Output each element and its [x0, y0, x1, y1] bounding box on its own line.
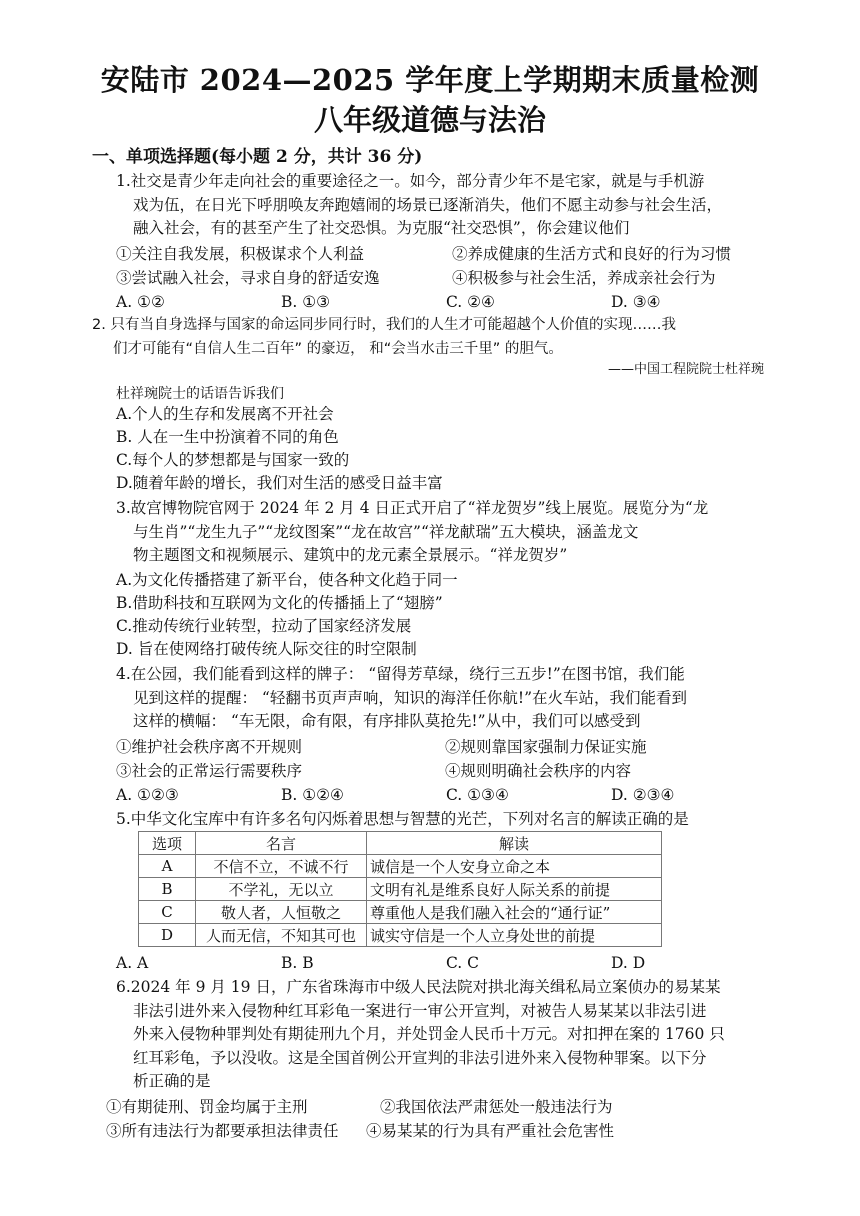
statement-item: ③尝试融入社会，寻求自身的舒适安逸 — [116, 269, 380, 287]
choice-a: A. A — [116, 954, 149, 972]
choice-a: A.为文化传播搭建了新平台，使各种文化趋于同一 — [116, 571, 458, 589]
table-row — [139, 924, 662, 947]
question-2-stem — [92, 313, 774, 361]
choice-d: D. 旨在使网络打破传统人际交往的时空限制 — [116, 640, 417, 658]
answer-choices — [116, 784, 776, 807]
table-header-cell: 名言 — [196, 832, 367, 855]
text-line: 1.社交是青少年走向社会的重要途径之一。如今，部分青少年不是宅家，就是与手机游 — [116, 172, 705, 190]
table-cell: 不信不立，不诚不行 — [196, 855, 367, 878]
choice-c: C. C — [446, 954, 480, 972]
choice-b: B. 人在一生中扮演着不同的角色 — [116, 428, 339, 446]
table-cell: 人而无信，不知其可也 — [196, 924, 367, 947]
statement-item: ①维护社会秩序离不开规则 — [116, 738, 303, 756]
statement-item: ③社会的正常运行需要秩序 — [116, 762, 303, 780]
table-cell: B — [139, 878, 196, 901]
choice-d: D. ②③④ — [611, 786, 675, 804]
statement-item: ④易某某的行为具有严重社会危害性 — [366, 1122, 615, 1140]
table-row — [139, 855, 662, 878]
text-line: 6.2024 年 9 月 19 日，广东省珠海市中级人民法院对拱北海关缉私局立案侦办的易某某 — [116, 978, 721, 996]
section-heading: 一、单项选择题(每小题 2 分，共计 36 分) — [92, 147, 423, 167]
text-line: 外来入侵物种罪判处有期徒刑九个月，并处罚金人民币十万元。对扣押在案的 1760 只 — [133, 1025, 725, 1043]
table-cell: 诚实守信是一个人立身处世的前提 — [367, 924, 662, 947]
text-line: 们才可能有“自信人生二百年” 的豪迈， 和“会当水击三千里” 的胆气。 — [113, 341, 563, 357]
text-line: 非法引进外来入侵物种红耳彩龟一案进行一审公开宣判，对被告人易某某以非法引进 — [133, 1001, 707, 1020]
question-3-stem — [116, 497, 793, 568]
table-cell: 文明有礼是维系良好人际关系的前提 — [367, 878, 662, 901]
question-4-stem — [116, 663, 793, 734]
statement-item: ②规则靠国家强制力保证实施 — [445, 738, 647, 756]
question-1-stem — [116, 170, 793, 241]
choice-b: B.借助科技和互联网为文化的传播插上了“翅膀” — [116, 594, 443, 612]
choice-b: B. ①②④ — [281, 786, 344, 804]
text-line: 与生肖”“龙生九子”“龙纹图案”“龙在故宫”“祥龙献瑞”五大模块，涵盖龙文 — [133, 522, 639, 541]
text-line: 红耳彩龟，予以没收。这是全国首例公开宣判的非法引进外来入侵物种罪案。以下分 — [133, 1048, 707, 1067]
table-cell: 尊重他人是我们融入社会的“通行证” — [367, 901, 662, 924]
table-cell: 敬人者，人恒敬之 — [196, 901, 367, 924]
question-5-stem — [116, 808, 793, 832]
choice-c: C. ①③④ — [446, 786, 509, 804]
choice-b: B. B — [281, 954, 314, 972]
table-row — [139, 878, 662, 901]
question-6-stem — [116, 976, 793, 1094]
answer-choices — [116, 291, 776, 314]
text-line: 5.中华文化宝库中有许多名句闪烁着思想与智慧的光芒，下列对名言的解读正确的是 — [116, 810, 689, 828]
table-cell: 诚信是一个人安身立命之本 — [367, 855, 662, 878]
text-line: 析正确的是 — [133, 1072, 211, 1090]
statement-item: ①有期徒刑、罚金均属于主刑 — [106, 1098, 308, 1116]
table-header-cell: 选项 — [139, 832, 196, 855]
choice-d: D. ③④ — [611, 293, 661, 311]
choice-c: C.推动传统行业转型，拉动了国家经济发展 — [116, 617, 412, 635]
maxims-table — [138, 831, 662, 947]
text-line: 4.在公园，我们能看到这样的牌子： “留得芳草绿，绕行三五步!”在图书馆，我们能 — [116, 665, 685, 683]
statement-item: ③所有违法行为都要承担法律责任 — [106, 1122, 339, 1140]
statement-item: ④积极参与社会生活，养成亲社会行为 — [452, 269, 716, 287]
table-header-row — [139, 832, 662, 855]
choice-c: C. ②④ — [446, 293, 495, 311]
text-line: 物主题图文和视频展示、建筑中的龙元素全景展示。“祥龙贺岁” — [133, 546, 568, 564]
statement-item: ①关注自我发展，积极谋求个人利益 — [116, 245, 365, 263]
choice-a: A. ①②③ — [116, 786, 179, 804]
question-2-prompt: 杜祥琬院士的话语告诉我们 — [116, 386, 284, 402]
quote-source: ——中国工程院院士杜祥琬 — [607, 362, 764, 377]
choice-d: D.随着年龄的增长，我们对生活的感受日益丰富 — [116, 474, 443, 492]
text-line: 这样的横幅： “车无限，命有限，有序排队莫抢先!”从中，我们可以感受到 — [133, 712, 641, 730]
text-line: 融入社会，有的甚至产生了社交恐惧。为克服“社交恐惧”，你会建议他们 — [133, 219, 630, 237]
statement-item: ②我国依法严肃惩处一般违法行为 — [380, 1098, 613, 1116]
statement-item: ④规则明确社会秩序的内容 — [445, 762, 632, 780]
choice-c: C.每个人的梦想都是与国家一致的 — [116, 451, 350, 469]
text-line: 见到这样的提醒： “轻翻书页声声响，知识的海洋任你航!”在火车站，我们能看到 — [133, 688, 688, 707]
choice-a: A.个人的生存和发展离不开社会 — [116, 405, 334, 423]
table-cell: A — [139, 855, 196, 878]
table-cell: C — [139, 901, 196, 924]
statement-item: ②养成健康的生活方式和良好的行为习惯 — [452, 245, 732, 263]
choice-d: D. D — [611, 954, 646, 972]
text-line: 3.故宫博物院官网于 2024 年 2 月 4 日正式开启了“祥龙贺岁”线上展览。展览分为“龙 — [116, 499, 709, 517]
table-cell: D — [139, 924, 196, 947]
table-cell: 不学礼，无以立 — [196, 878, 367, 901]
answer-choices — [116, 952, 776, 975]
table-header-cell: 解读 — [367, 832, 662, 855]
exam-title: 安陆市 2024—2025 学年度上学期期末质量检测 — [100, 63, 760, 97]
text-line: 戏为伍，在日光下呼朋唤友奔跑嬉闹的场景已逐渐消失，他们不愿主动参与社会生活， — [133, 195, 723, 214]
table-row — [139, 901, 662, 924]
choice-a: A. ①② — [116, 293, 165, 311]
exam-subject: 八年级道德与法治 — [313, 103, 546, 137]
text-line: 2. 只有当自身选择与国家的命运同步同行时，我们的人生才可能超越个人价值的实现……我 — [92, 317, 676, 333]
choice-b: B. ①③ — [281, 293, 331, 311]
